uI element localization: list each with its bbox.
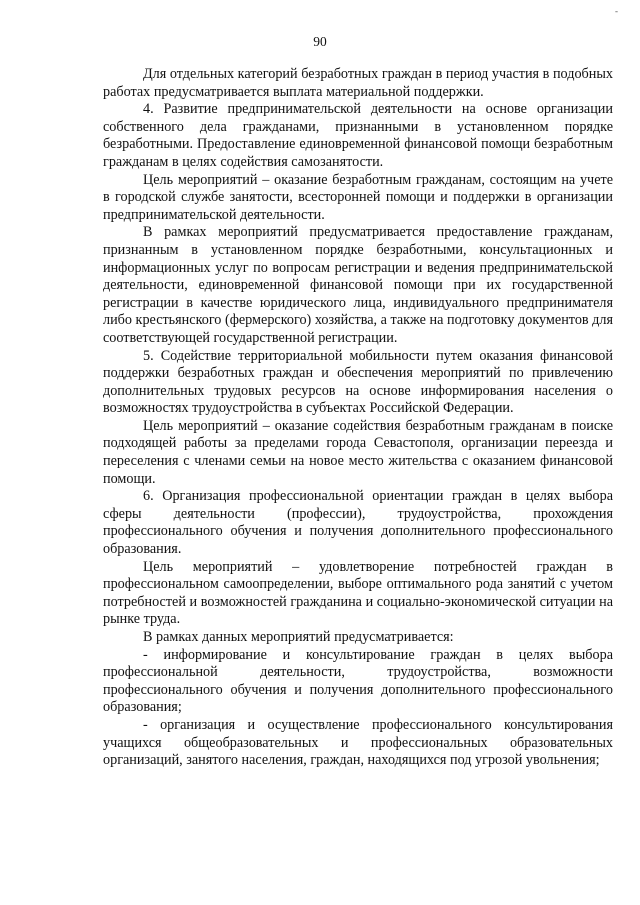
paragraph-item-5-mobility: 5. Содействие территориальной мобильности путем оказания финансовой поддержки безработных граждан и обеспечения мероприятий по привлечению дополнительных трудовых ресурсов на основе информирования населения о возможностях трудоустройства в субъектах Российской Федерации. [103,347,613,417]
paragraph-orientation-goal: Цель мероприятий – удовлетворение потребностей граждан в профессиональном самоопределении, выборе оптимального рода занятий с учетом потребностей и возможностей гражданина и социально-экономической ситуации на рынке труда. [103,558,613,628]
paragraph-entrepreneurship-goal: Цель мероприятий – оказание безработным гражданам, состоящим на учете в городской службе занятости, всесторонней помощи и поддержки в организации предпринимательской деятельности. [103,171,613,223]
paragraph-item-4-entrepreneurship: 4. Развитие предпринимательской деятельности на основе организации собственного дела гражданами, признанными в установленном порядке безработными. Предоставление единовременной финансовой помощи безработным гражданам в целях содействия самозанятости. [103,101,613,170]
list-item-consulting: - организация и осуществление профессионального консультирования учащихся общеобразовательных и профессиональных образовательных организаций, занятого населения, граждан, находящихся под угрозой увольнения; [103,716,613,769]
paragraph-entrepreneurship-services: В рамках мероприятий предусматривается предоставление гражданам, признанным в установленном порядке безработными, консультационных и информационных услуг по вопросам регистрации и ведения предпринимательской деятельности, единовременной финансовой помощи при их государственной регистрации в качестве юридического лица, индивидуального предпринимателя либо крестьянского (фермерского) хозяйства, а также на подготовку документов для соответствующей государственной регистрации. [103,224,613,346]
corner-mark: - [615,6,618,16]
page-number: 90 [313,34,327,49]
paragraph-mobility-goal: Цель мероприятий – оказание содействия безработным гражданам в поиске подходящей работы за пределами города Севастополя, организации переезда и переселения с членами семьи на новое место жительства с оказанием финансовой помощи. [103,417,613,487]
paragraph-item-6-orientation: 6. Организация профессиональной ориентации граждан в целях выбора сферы деятельности (профессии), трудоустройства, прохождения профессионального обучения и получения дополнительного профессионального образования. [103,488,613,558]
document-body [103,66,613,770]
list-item-informing: - информирование и консультирование граждан в целях выбора профессиональной деятельности, трудоустройства, возможности профессионального обучения и получения дополнительного профессионального образования; [103,646,613,716]
paragraph-material-support: Для отдельных категорий безработных граждан в период участия в подобных работах предусматривается выплата материальной поддержки. [103,66,613,100]
paragraph-measures-intro: В рамках данных мероприятий предусматривается: [143,629,454,645]
